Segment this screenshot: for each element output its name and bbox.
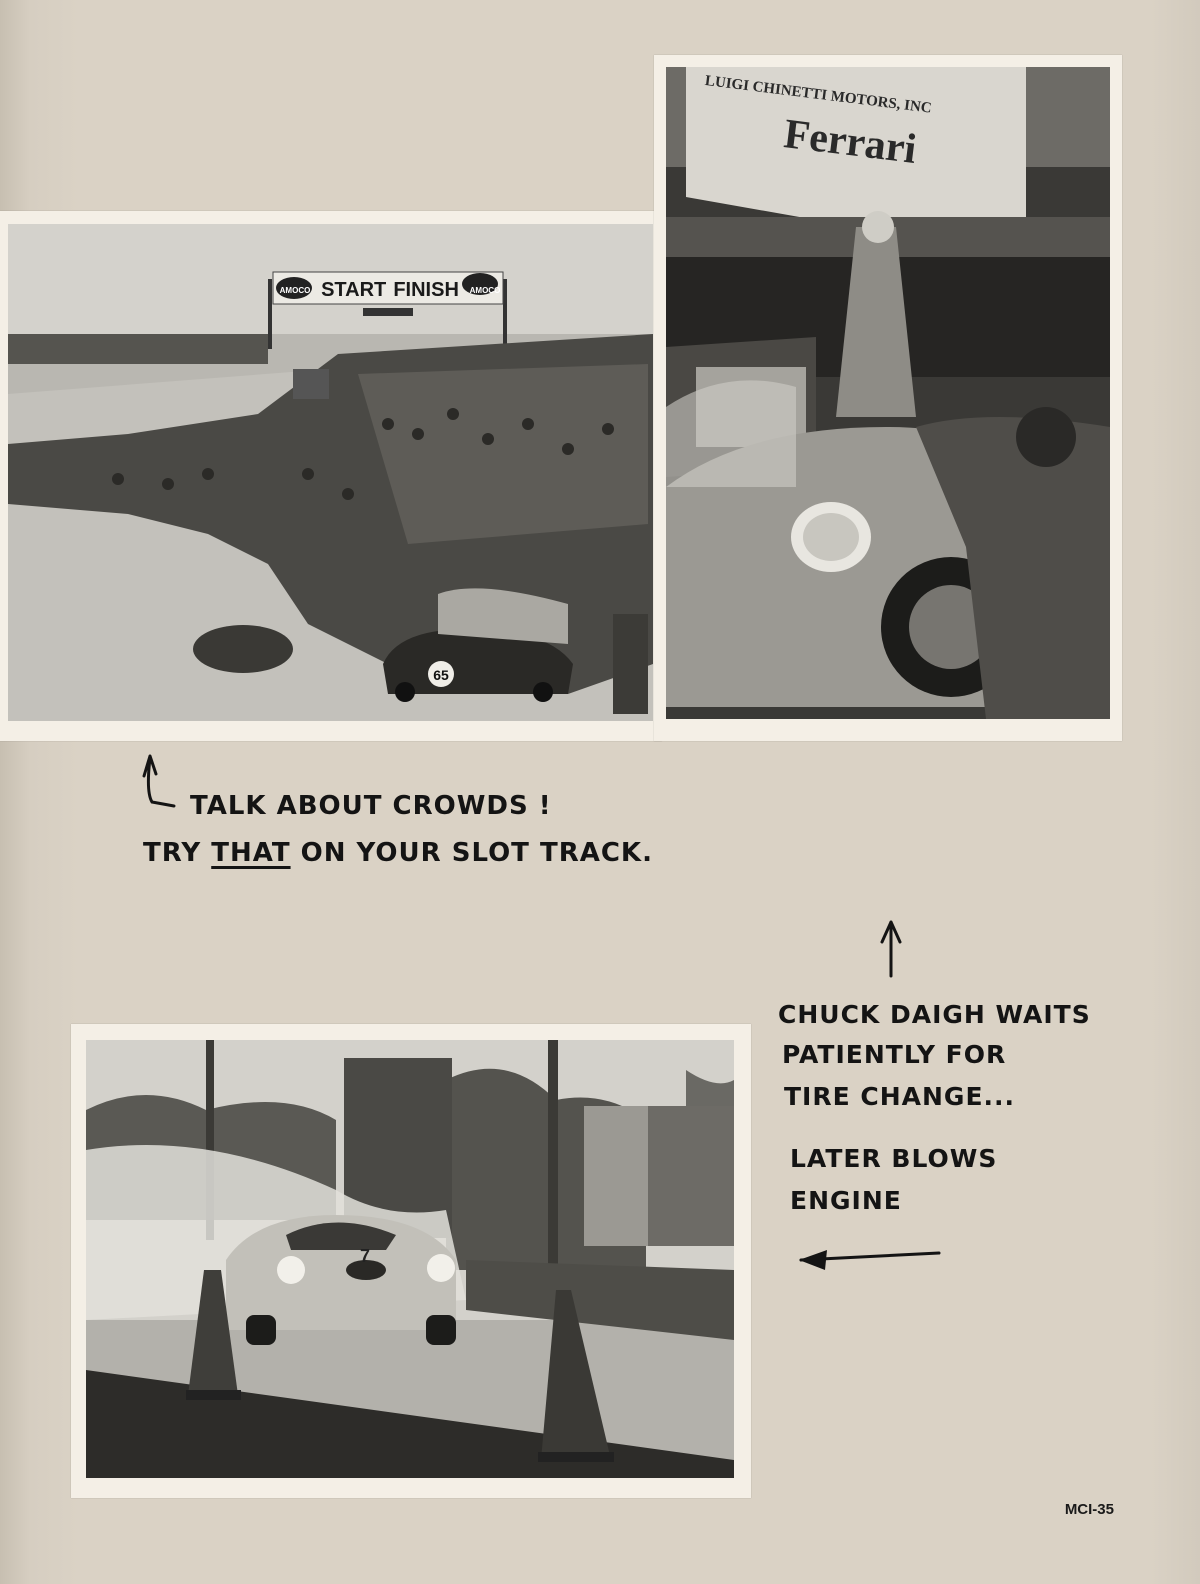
pit-photo <box>666 67 1110 719</box>
car-number-7: 7 <box>360 1246 371 1266</box>
crowd-caption-emphasis: THAT <box>211 838 291 868</box>
banner-finish-text: FINISH <box>393 278 459 301</box>
car-number-65: 65 <box>433 667 449 683</box>
arrow-left-to-race-photo-icon <box>795 1244 945 1274</box>
pit-caption-line5: ENGINE <box>790 1186 902 1215</box>
amoco-logo-right: AMOCO <box>469 285 501 295</box>
page-number: MCI-35 <box>1064 1501 1114 1518</box>
banner-start-text: START <box>321 278 387 301</box>
crowd-photo <box>8 224 653 721</box>
pit-caption-line4: LATER BLOWS <box>790 1144 998 1173</box>
ferrari-sign-text: Ferrari <box>781 111 919 174</box>
chinetti-sign-text: LUIGI CHINETTI MOTORS, INC <box>704 73 933 117</box>
crowd-caption-line2-c: ON YOUR SLOT TRACK. <box>290 838 653 868</box>
pit-caption-line3: TIRE CHANGE... <box>784 1082 1016 1111</box>
crowd-caption-line1: TALK ABOUT CROWDS ! <box>190 791 552 821</box>
crowd-caption-line2-a: TRY <box>143 838 212 868</box>
crowd-caption-line2 <box>143 840 653 866</box>
pit-caption-line1: CHUCK DAIGH WAITS <box>778 1000 1091 1029</box>
amoco-logo-left: AMOCO <box>279 285 311 295</box>
pit-caption-line2: PATIENTLY FOR <box>782 1040 1007 1069</box>
arrow-up-to-pit-photo-icon <box>876 918 906 980</box>
race-photo <box>86 1040 734 1478</box>
up-arrow-icon <box>130 752 180 812</box>
